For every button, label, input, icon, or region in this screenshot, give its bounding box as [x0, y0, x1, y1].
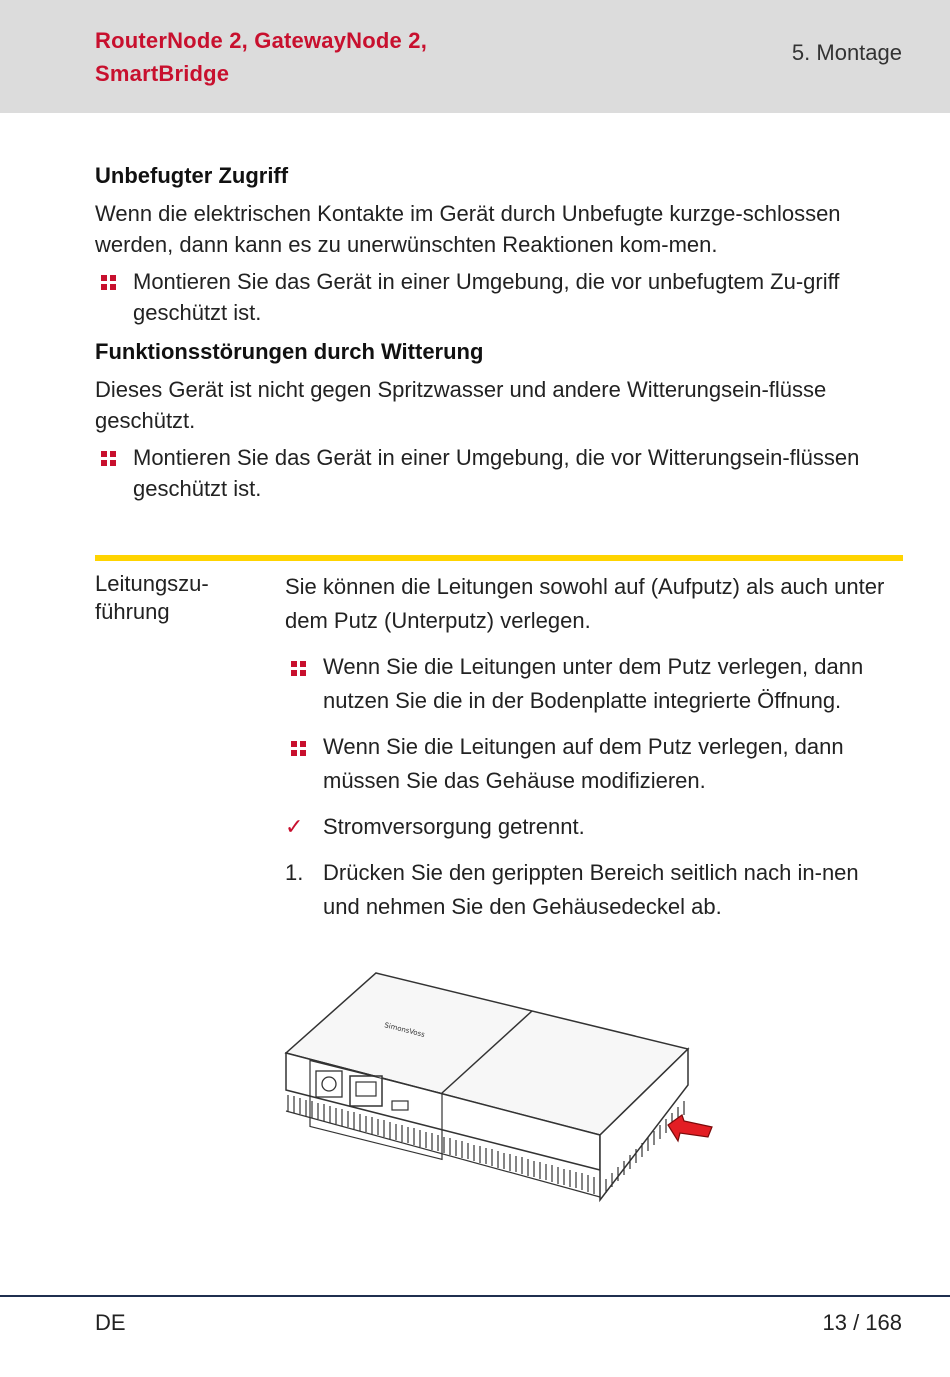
- bullet-text: Wenn Sie die Leitungen unter dem Putz verlegen, dann nutzen Sie die in der Bodenplatte integrierte Öffnung.: [323, 654, 864, 713]
- content-warnings: [95, 158, 903, 510]
- chapter-title: 5. Montage: [791, 40, 902, 65]
- brand-label: SimonsVoss: [383, 1021, 426, 1039]
- page-header: [0, 0, 950, 113]
- bullet-square-icon: [101, 451, 116, 466]
- footer-divider: [0, 1295, 950, 1297]
- bullet-text: Wenn Sie die Leitungen auf dem Putz verlegen, dann müssen Sie das Gehäuse modifizieren.: [323, 734, 844, 793]
- step-item: [285, 856, 895, 924]
- list-item: [285, 650, 895, 718]
- section-text-weather: Dieses Gerät ist nicht gegen Spritzwasser und andere Witterungsein-flüsse geschützt.: [95, 377, 827, 433]
- section-text-unauthorized-access: Wenn die elektrischen Kontakte im Gerät durch Unbefugte kurzge-schlossen werden, dann kann es zu unerwünschten Reaktionen kom-men.: [95, 201, 841, 257]
- bullet-square-icon: [101, 275, 116, 290]
- side-label-cable-routing: Leitungszu-führung: [95, 571, 209, 624]
- footer-language: DE: [95, 1310, 126, 1335]
- precondition-item: [285, 810, 895, 844]
- list-item: [95, 266, 903, 328]
- push-arrow-icon: [668, 1115, 712, 1141]
- precondition-text: Stromversorgung getrennt.: [323, 814, 585, 839]
- step-text: Drücken Sie den gerippten Bereich seitlich nach in-nen und nehmen Sie den Gehäusedeckel ab.: [323, 860, 859, 919]
- device-illustration: [280, 965, 720, 1205]
- instruction-intro: Sie können die Leitungen sowohl auf (Aufputz) als auch unter dem Putz (Unterputz) verlegen.: [285, 574, 885, 633]
- check-icon: ✓: [285, 814, 304, 839]
- list-item: [285, 730, 895, 798]
- yellow-divider: [95, 555, 903, 561]
- bullet-square-icon: [291, 741, 306, 756]
- bullet-square-icon: [291, 661, 306, 676]
- section-heading-weather: Funktionsstörungen durch Witterung: [95, 339, 484, 364]
- bullet-text: Montieren Sie das Gerät in einer Umgebung, die vor Witterungsein-flüssen geschützt ist.: [133, 445, 860, 501]
- page-number: 13 / 168: [822, 1310, 902, 1335]
- document-title-line1: RouterNode 2, GatewayNode 2,: [95, 28, 428, 53]
- instruction-column: [285, 570, 895, 936]
- section-heading-unauthorized-access: Unbefugter Zugriff: [95, 163, 289, 188]
- document-title: [95, 24, 615, 90]
- document-title-line2: SmartBridge: [95, 61, 230, 86]
- list-item: [95, 442, 903, 504]
- bullet-text: Montieren Sie das Gerät in einer Umgebung, die vor unbefugtem Zu-griff geschützt ist.: [133, 269, 840, 325]
- step-number: 1.: [285, 860, 304, 885]
